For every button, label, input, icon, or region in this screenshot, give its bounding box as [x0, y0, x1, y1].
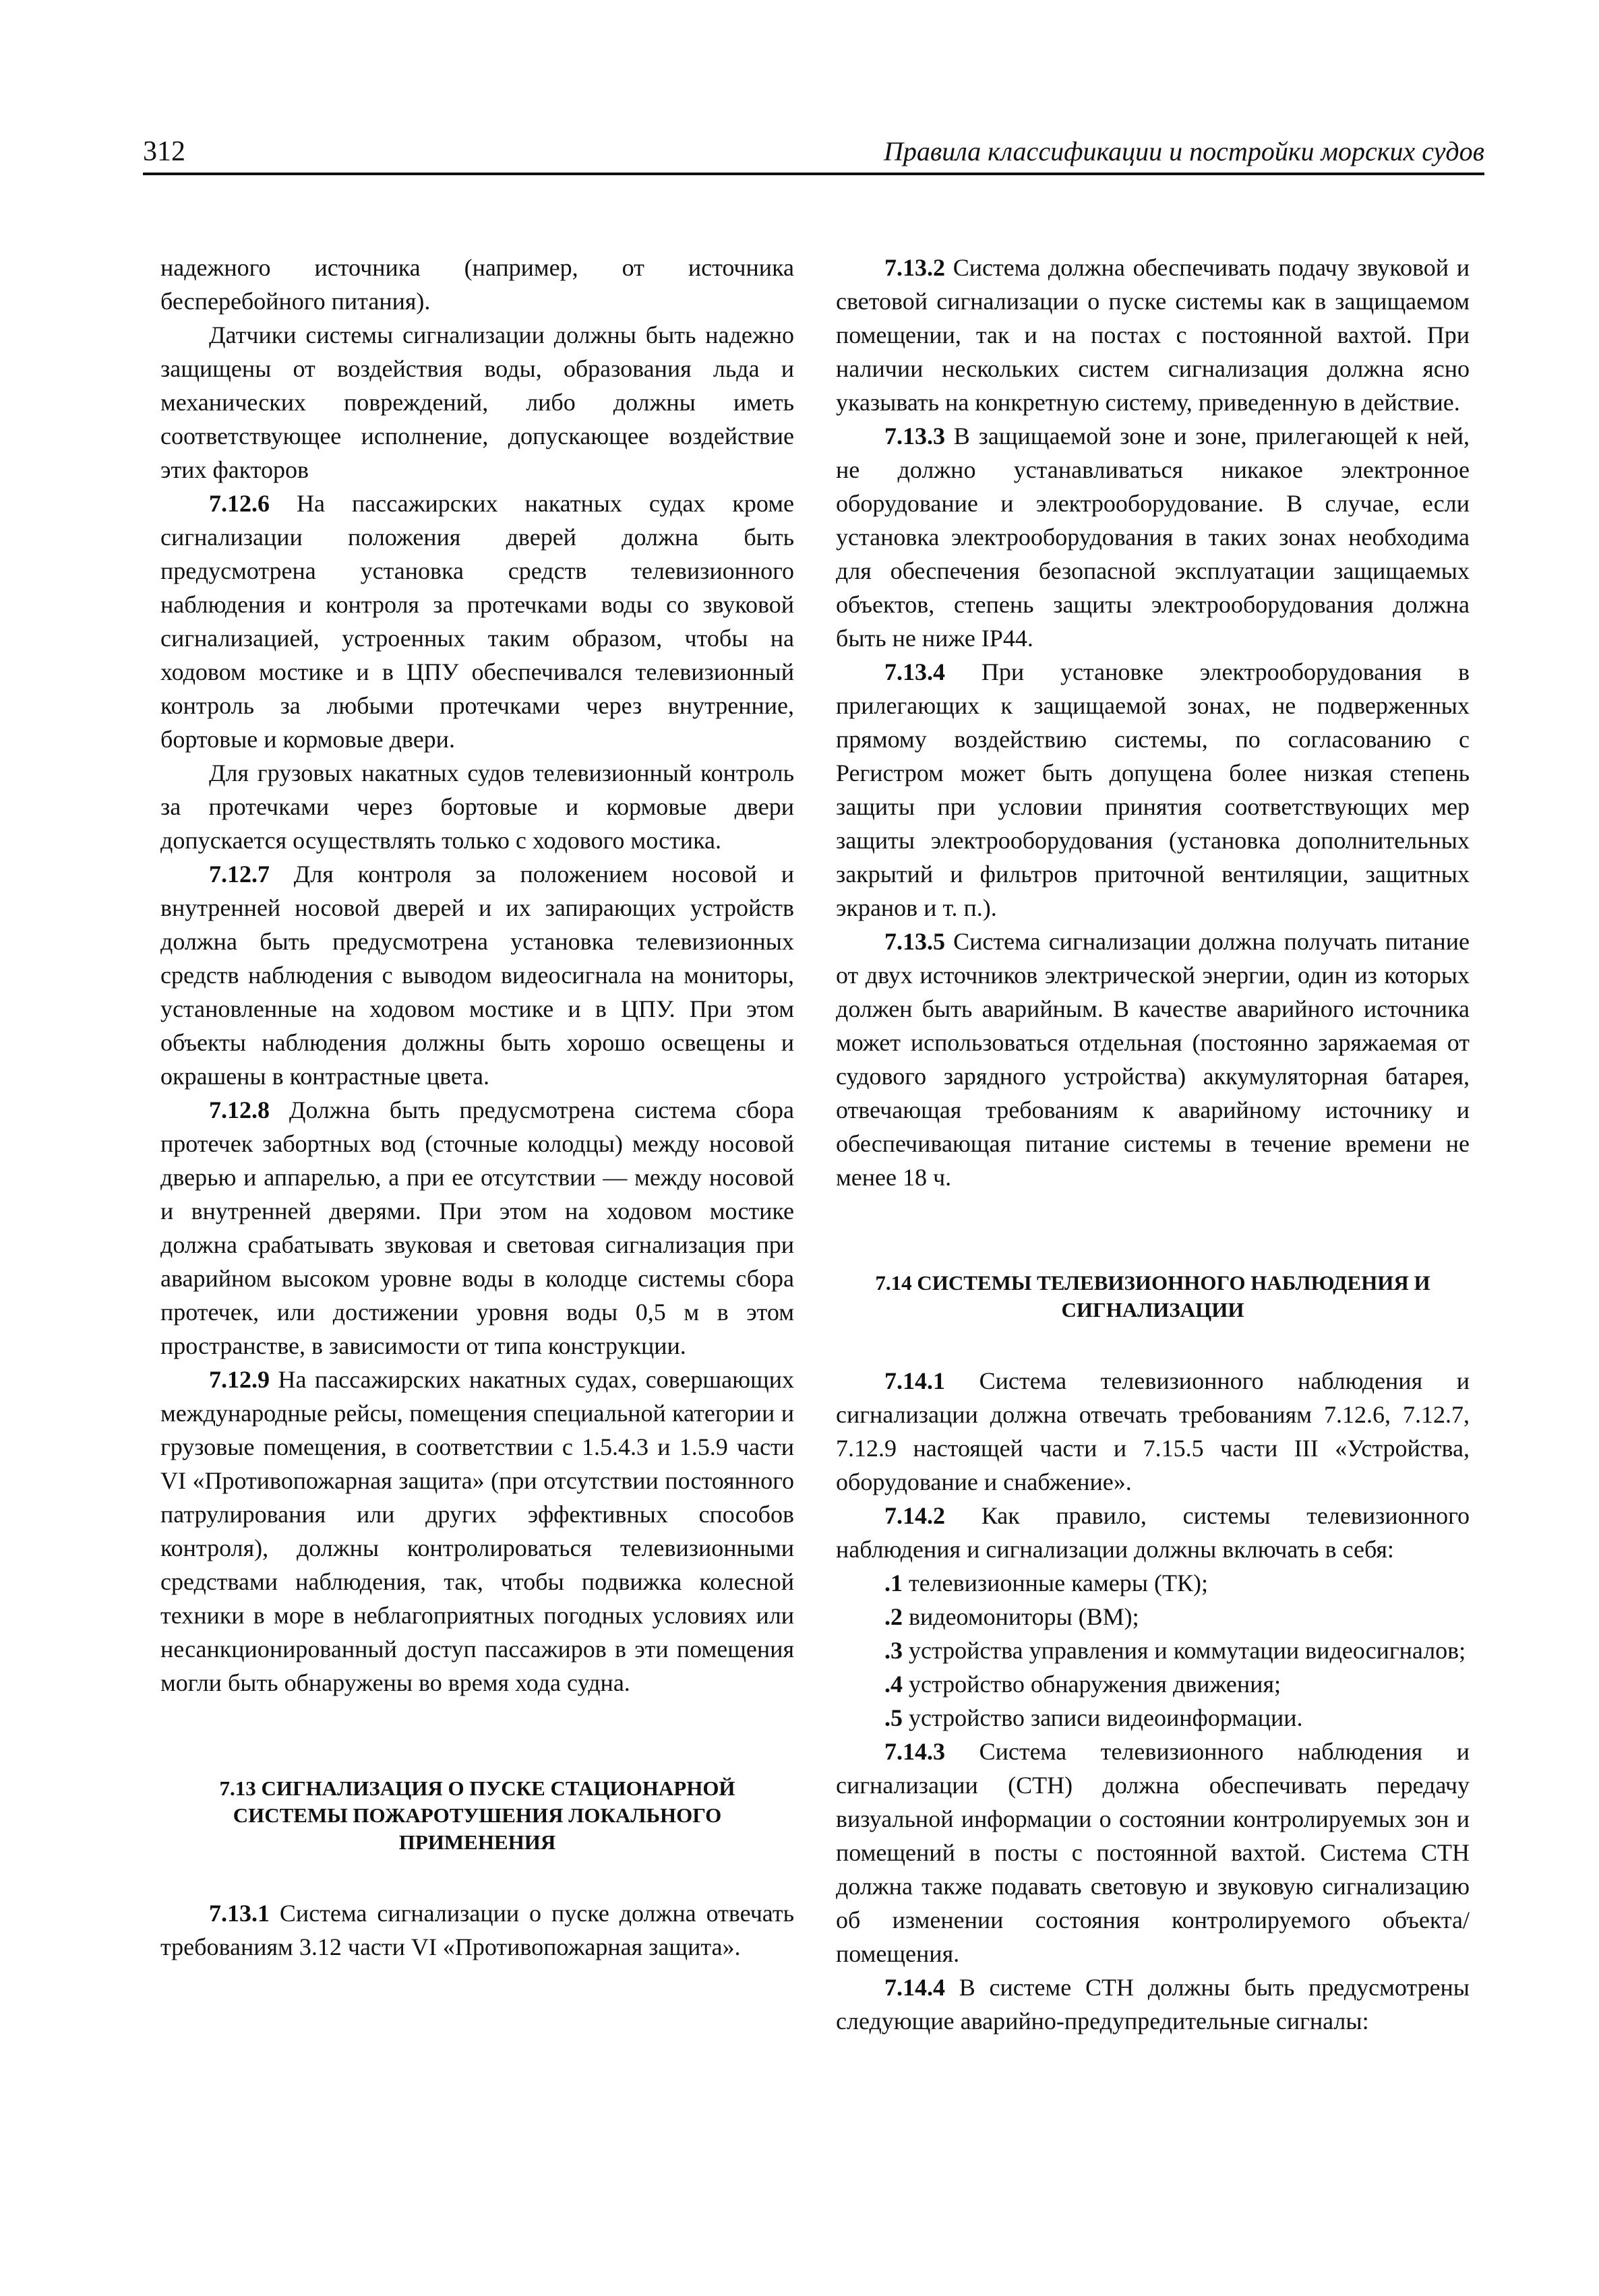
clause-text: Должна быть предусмотрена система сбора протечек забортных вод (сточные колодцы) между носовой дверью и аппарелью, а при ее отсутствии — между носовой и внутренней дверями. При этом на ходовом мостике должна срабатывать звуковая и световая сигнализация при аварийном высоком уровне воды в колодце системы сбора протечек, или достижении уровня воды 0,5 м в этом пространстве, в зависимости от типа конструкции.: [160, 1096, 794, 1359]
paragraph-7-12-9: [160, 1363, 794, 1700]
list-text: телевизионные камеры (ТК);: [903, 1570, 1208, 1596]
clause-number: 7.12.9: [209, 1366, 270, 1393]
clause-text: На пассажирских накатных судах кроме сигнализации положения дверей должна быть предусмотрена установка средств телевизионного наблюдения и контроля за протечками воды со звуковой сигнализацией, устроенных таким образом, чтобы на ходовом мостике и в ЦПУ обеспечивался телевизионный контроль за любыми протечками через внутренние, бортовые и кормовые двери.: [160, 490, 794, 753]
clause-number: 7.12.7: [209, 861, 270, 888]
page-number: 312: [143, 136, 185, 167]
right-column: [836, 251, 1470, 2038]
list-item: [836, 1600, 1470, 1634]
section-spacer: [836, 1194, 1470, 1270]
paragraph-7-12-6: [160, 487, 794, 756]
clause-text: Система сигнализации должна получать питание от двух источников электрической энергии, один из которых должен быть аварийным. В качестве аварийного источника может использоваться отдельная (постоянно заряжаемая от судового зарядного устройства) аккумуляторная батарея, отвечающая требованиям к аварийному источнику и обеспечивающая питание системы в течение времени не менее 18 ч.: [836, 928, 1470, 1191]
section-heading-7-14: 7.14 СИСТЕМЫ ТЕЛЕВИЗИОННОГО НАБЛЮДЕНИЯ И СИГНАЛИЗАЦИИ: [875, 1271, 1430, 1322]
clause-number: 7.14.2: [884, 1502, 945, 1529]
clause-number: 7.13.4: [884, 658, 945, 685]
clause-text: Система телевизионного наблюдения и сигнализации (СТН) должна обеспечивать передачу визуальной информации о состоянии контролируемых зон и помещений в посты с постоянной вахтой. Система СТН должна также подавать световую и звуковую сигнализацию об изменении состояния контролируемого объекта/помещения.: [836, 1738, 1470, 1967]
paragraph-7-14-1: [836, 1364, 1470, 1499]
heading-spacer: [836, 1324, 1470, 1364]
list-text: устройство обнаружения движения;: [903, 1671, 1281, 1698]
clause-number: 7.14.3: [884, 1738, 945, 1765]
paragraph-7-14-2: [836, 1499, 1470, 1566]
clause-number: 7.14.4: [884, 1974, 945, 2001]
list-number: .3: [884, 1637, 903, 1664]
list-text: видеомониторы (ВМ);: [903, 1603, 1139, 1630]
clause-number: 7.13.5: [884, 928, 945, 955]
clause-text: На пассажирских накатных судах, совершающих международные рейсы, помещения специальной категории и грузовые помещения, в соответствии с 1.5.4.3 и 1.5.9 части VI «Противопожарная защита» (при отсутствии постоянного патрулирования или других эффективных способов контроля), должны контролироваться телевизионными средствами наблюдения, так, чтобы подвижка колесной техники в море в неблагоприятных погодных условиях или несанкционированный доступ пассажиров в эти помещения могли быть обнаружены во время хода судна.: [160, 1366, 794, 1696]
list-number: .2: [884, 1603, 903, 1630]
clause-text: Система телевизионного наблюдения и сигнализации должна отвечать требованиям 7.12.6, 7.12.7, 7.12.9 настоящей части и 7.15.5 части III «Устройства, оборудование и снабжение».: [836, 1367, 1470, 1495]
clause-text: При установке электрооборудования в прилегающих к защищаемой зонах, не подверженных прямому воздействию системы, по согласованию с Регистром может быть допущена более низкая степень защиты при условии принятия соответствующих мер защиты электрооборудования (установка дополнительных закрытий и фильтров приточной вентиляции, защитных экранов и т. п.).: [836, 658, 1470, 921]
paragraph-7-13-3: [836, 419, 1470, 655]
list-item: [836, 1634, 1470, 1667]
clause-text: Система сигнализации о пуске должна отвечать требованиям 3.12 части VI «Противопожарная защита».: [160, 1900, 794, 1960]
list-item: [836, 1701, 1470, 1735]
clause-number: 7.14.1: [884, 1367, 945, 1394]
page-header: [143, 133, 1484, 175]
list-text: устройства управления и коммутации видеосигналов;: [903, 1637, 1466, 1664]
clause-number: 7.13.1: [209, 1900, 270, 1927]
clause-text: В системе СТН должны быть предусмотрены следующие аварийно-предупредительные сигналы:: [836, 1974, 1470, 2035]
list-item: [836, 1667, 1470, 1701]
list-item: [836, 1566, 1470, 1600]
clause-text: Как правило, системы телевизионного наблюдения и сигнализации должны включать в себя:: [836, 1502, 1470, 1563]
paragraph-cargo-ships: Для грузовых накатных судов телевизионный контроль за протечками через бортовые и кормовые двери допускается осуществлять только с ходового мостика.: [160, 759, 794, 854]
heading-spacer: [160, 1856, 794, 1896]
list-number: .4: [884, 1671, 903, 1698]
paragraph-7-13-1: [160, 1896, 794, 1964]
running-title: Правила классификации и постройки морских судов: [883, 136, 1484, 166]
clause-number: 7.12.8: [209, 1096, 270, 1123]
clause-text: Система должна обеспечивать подачу звуковой и световой сигнализации о пуске системы как в защищаемом помещении, так и на постах с постоянной вахтой. При наличии нескольких систем сигнализация должна ясно указывать на конкретную систему, приведенную в действие.: [836, 254, 1470, 416]
clause-number: 7.13.2: [884, 254, 945, 281]
paragraph-7-12-8: [160, 1093, 794, 1363]
list-number: .1: [884, 1570, 903, 1596]
paragraph-7-13-2: [836, 251, 1470, 419]
left-column: [160, 251, 794, 1964]
paragraph-sensors: Датчики системы сигнализации должны быть надежно защищены от воздействия воды, образования льда и механических повреждений, либо должны иметь соответствующее исполнение, допускающее воздействие этих факторов: [160, 321, 794, 483]
section-spacer: [160, 1700, 794, 1775]
section-heading-7-13: 7.13 СИГНАЛИЗАЦИЯ О ПУСКЕ СТАЦИОНАРНОЙ СИСТЕМЫ ПОЖАРОТУШЕНИЯ ЛОКАЛЬНОГО ПРИМЕНЕНИЯ: [219, 1776, 735, 1854]
paragraph-7-14-4: [836, 1971, 1470, 2038]
paragraph-continuation: надежного источника (например, от источника бесперебойного питания).: [160, 254, 794, 315]
clause-text: Для контроля за положением носовой и внутренней носовой дверей и их запирающих устройств должна быть предусмотрена установка телевизионных средств наблюдения с выводом видеосигнала на мониторы, установленные на ходовом мостике и в ЦПУ. При этом объекты наблюдения должны быть хорошо освещены и окрашены в контрастные цвета.: [160, 861, 794, 1090]
list-text: устройство записи видеоинформации.: [903, 1704, 1303, 1731]
paragraph-7-13-5: [836, 925, 1470, 1194]
paragraph-7-13-4: [836, 655, 1470, 925]
clause-text: В защищаемой зоне и зоне, прилегающей к ней, не должно устанавливаться никакое электронное оборудование и электрооборудование. В случае, если установка электрооборудования в таких зонах необходима для обеспечения безопасной эксплуатации защищаемых объектов, степень защиты электрооборудования должна быть не ниже IP44.: [836, 423, 1470, 652]
paragraph-7-12-7: [160, 857, 794, 1093]
list-number: .5: [884, 1704, 903, 1731]
clause-number: 7.12.6: [209, 490, 270, 517]
paragraph-7-14-3: [836, 1735, 1470, 1971]
clause-number: 7.13.3: [884, 423, 945, 449]
